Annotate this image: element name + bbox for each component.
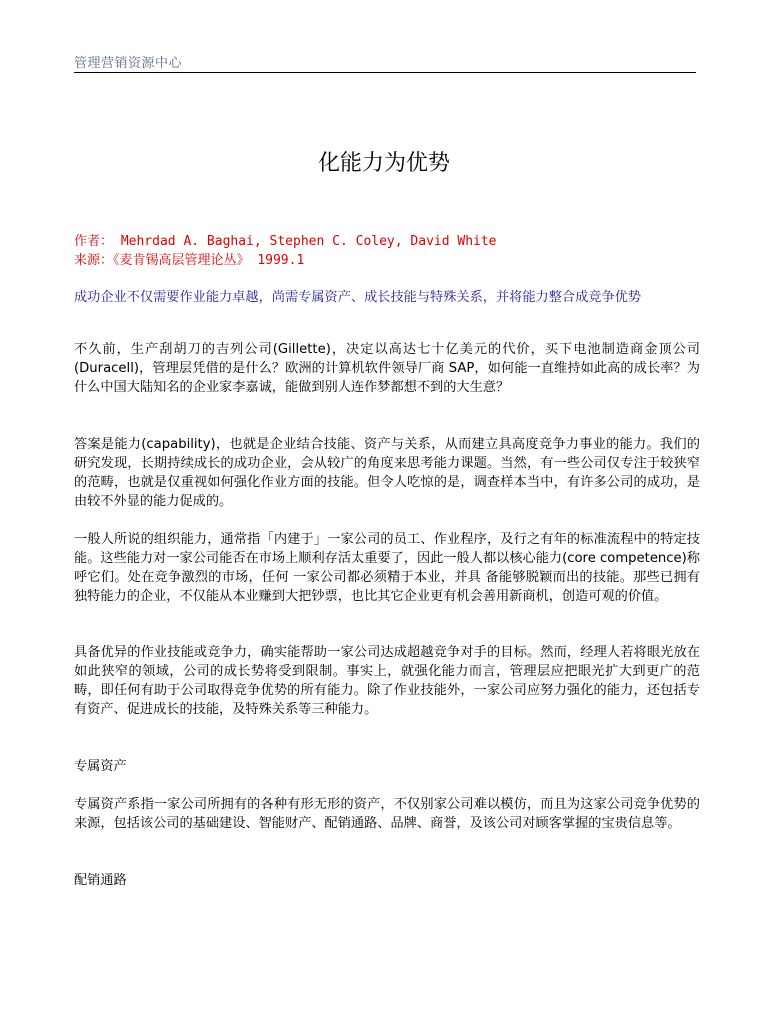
section-heading-proprietary-assets: 专属资产 <box>74 759 127 774</box>
site-header: 管理营销资源中心 <box>74 56 183 71</box>
article-title: 化能力为优势 <box>317 151 450 176</box>
source-line: 来源：《麦肯锡高层管理论丛》 1999.1 <box>74 253 305 268</box>
paragraph-1: 不久前，生产刮胡刀的吉列公司(Gillette)，决定以高达七十亿美元的代价，买下电池制造商金顶公司(Duracell)，管理层凭借的是什么？欧洲的计算机软件领导厂商 SAP，如何能一直维持如此高的成长率？为什么中国大陆知名的企业家李嘉诚，能做到别人连作梦都想不到的大生意？ <box>74 342 700 395</box>
paragraph-5: 专属资产系指一家公司所拥有的各种有形无形的资产，不仅别家公司难以模仿，而且为这家公司竞争优势的来源，包括该公司的基础建设、智能财产、配销通路、品牌、商誉，及该公司对顾客掌握的宝贵信息等。 <box>74 797 700 831</box>
section-heading-distribution-channels: 配销通路 <box>74 873 127 888</box>
author-line: 作者： Mehrdad A. Baghai, Stephen C. Coley, David White <box>74 234 497 249</box>
article-meta <box>74 232 714 270</box>
lead-paragraph: 成功企业不仅需要作业能力卓越，尚需专属资产、成长技能与特殊关系，并将能力整合成竞争优势 <box>74 290 642 305</box>
header-divider <box>74 72 696 73</box>
paragraph-4: 具备优异的作业技能或竞争力，确实能帮助一家公司达成超越竞争对手的目标。然而，经理人若将眼光放在如此狭窄的领域，公司的成长势将受到限制。事实上，就强化能力而言，管理层应把眼光扩大到更广的范畴，即任何有助于公司取得竞争优势的所有能力。除了作业技能外，一家公司应努力强化的能力，还包括专有资产、促进成长的技能，及特殊关系等三种能力。 <box>74 645 700 717</box>
paragraph-3: 一般人所说的组织能力，通常指「内建于」一家公司的员工、作业程序，及行之有年的标准流程中的特定技能。这些能力对一家公司能否在市场上顺利存活太重要了，因此一般人都以核心能力(core competence)称呼它们。处在竞争激烈的市场，任何 一家公司都必须精于本业，并具 备能够脱颖而出的技能。那些已拥有独特能力的企业，不仅能从本业赚到大把钞票，也比其它企业更有机会善用新商机，创造可观的价值。 <box>74 532 700 604</box>
paragraph-2: 答案是能力(capability)，也就是企业结合技能、资产与关系，从而建立具高度竞争力事业的能力。我们的研究发现，长期持续成长的成功企业，会从较广的角度来思考能力课题。当然，有一些公司仅专注于较狭窄的范畴，也就是仅重视如何强化作业方面的技能。但令人吃惊的是，调查样本当中，有许多公司的成功，是由较不外显的能力促成的。 <box>74 437 700 509</box>
